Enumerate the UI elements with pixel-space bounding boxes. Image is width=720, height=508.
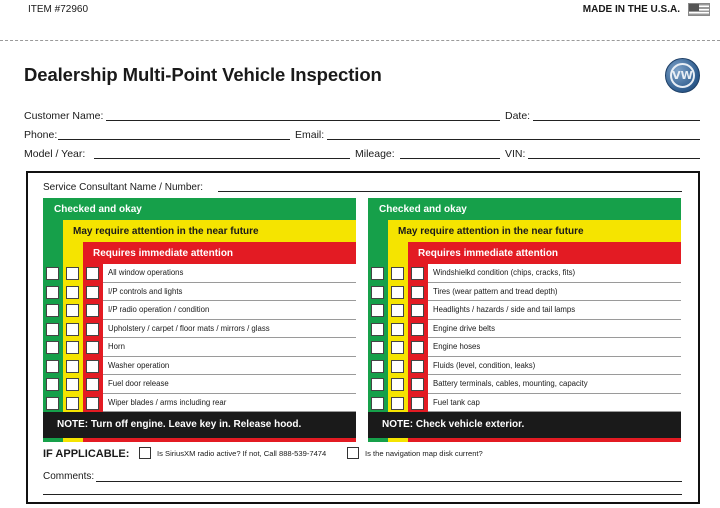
vin-field[interactable] bbox=[528, 158, 700, 159]
item-number: ITEM #72960 bbox=[28, 4, 89, 15]
mileage-field[interactable] bbox=[400, 158, 500, 159]
soon-checkbox[interactable] bbox=[391, 397, 404, 410]
checklist-item-label: I/P radio operation / condition bbox=[103, 301, 356, 320]
if-applicable-label: IF APPLICABLE: bbox=[43, 448, 130, 460]
checklist-item-label: Horn bbox=[103, 338, 356, 357]
model-year-label: Model / Year: bbox=[24, 148, 86, 160]
phone-label: Phone: bbox=[24, 129, 58, 141]
checklist-row bbox=[368, 338, 681, 357]
soon-checkbox[interactable] bbox=[391, 323, 404, 336]
soon-checkbox[interactable] bbox=[66, 267, 79, 280]
comments-field-line-2[interactable] bbox=[43, 494, 682, 495]
navigation-question: Is the navigation map disk current? bbox=[365, 449, 483, 458]
brand-logo-icon bbox=[665, 58, 700, 93]
us-flag-icon bbox=[688, 3, 710, 16]
ok-checkbox[interactable] bbox=[371, 267, 384, 280]
customer-name-field[interactable] bbox=[106, 120, 500, 121]
soon-checkbox[interactable] bbox=[391, 378, 404, 391]
urgent-checkbox[interactable] bbox=[86, 304, 99, 317]
checklist-row bbox=[43, 301, 356, 320]
soon-checkbox[interactable] bbox=[66, 286, 79, 299]
urgent-checkbox[interactable] bbox=[86, 323, 99, 336]
date-label: Date: bbox=[505, 110, 531, 122]
checklist-row bbox=[368, 283, 681, 302]
ok-checkbox[interactable] bbox=[46, 304, 59, 317]
checklist-item-label: Fuel door release bbox=[103, 375, 356, 394]
soon-checkbox[interactable] bbox=[391, 304, 404, 317]
ok-checkbox[interactable] bbox=[46, 267, 59, 280]
checklist-item-label: Engine drive belts bbox=[428, 320, 681, 339]
ok-checkbox[interactable] bbox=[46, 360, 59, 373]
checklist-row bbox=[368, 375, 681, 394]
ok-checkbox[interactable] bbox=[371, 323, 384, 336]
ok-checkbox[interactable] bbox=[371, 341, 384, 354]
ok-checkbox[interactable] bbox=[46, 323, 59, 336]
urgent-checkbox[interactable] bbox=[411, 397, 424, 410]
made-in-label: MADE IN THE U.S.A. bbox=[582, 4, 680, 15]
ok-checkbox[interactable] bbox=[46, 286, 59, 299]
checklist-item-label: All window operations bbox=[103, 264, 356, 283]
interior-note: NOTE: Turn off engine. Leave key in. Release hood. bbox=[43, 412, 356, 438]
checklist-row bbox=[368, 357, 681, 376]
urgent-checkbox[interactable] bbox=[86, 341, 99, 354]
ok-checkbox[interactable] bbox=[371, 286, 384, 299]
ok-checkbox[interactable] bbox=[46, 378, 59, 391]
urgent-checkbox[interactable] bbox=[411, 360, 424, 373]
soon-checkbox[interactable] bbox=[66, 341, 79, 354]
checklist-row bbox=[368, 394, 681, 413]
checklist-item-label: Windshielkd condition (chips, cracks, fits) bbox=[428, 264, 681, 283]
ok-checkbox[interactable] bbox=[46, 341, 59, 354]
ok-checkbox[interactable] bbox=[46, 397, 59, 410]
checklist-item-label: Tires (wear pattern and tread depth) bbox=[428, 283, 681, 302]
legend-yellow-label: May require attention in the near future bbox=[73, 226, 259, 237]
checklist-item-label: Wiper blades / arms including rear bbox=[103, 394, 356, 413]
checklist-row bbox=[368, 320, 681, 339]
brand-logo-text: VW bbox=[670, 63, 695, 88]
soon-checkbox[interactable] bbox=[66, 378, 79, 391]
top-strip bbox=[0, 0, 720, 20]
soon-checkbox[interactable] bbox=[66, 360, 79, 373]
soon-checkbox[interactable] bbox=[66, 397, 79, 410]
checklist-item-label: Upholstery / carpet / floor mats / mirrors / glass bbox=[103, 320, 356, 339]
checklist-row bbox=[43, 283, 356, 302]
checklist-item-label: I/P controls and lights bbox=[103, 283, 356, 302]
urgent-checkbox[interactable] bbox=[411, 378, 424, 391]
vin-label: VIN: bbox=[505, 148, 526, 160]
consultant-label: Service Consultant Name / Number: bbox=[43, 182, 204, 193]
form-title: Dealership Multi-Point Vehicle Inspection bbox=[24, 64, 382, 85]
legend-red-label: Requires immediate attention bbox=[418, 248, 559, 259]
ok-checkbox[interactable] bbox=[371, 360, 384, 373]
navigation-checkbox[interactable] bbox=[347, 447, 359, 459]
soon-checkbox[interactable] bbox=[66, 304, 79, 317]
urgent-checkbox[interactable] bbox=[411, 286, 424, 299]
soon-checkbox[interactable] bbox=[391, 267, 404, 280]
ok-checkbox[interactable] bbox=[371, 304, 384, 317]
consultant-field[interactable] bbox=[218, 191, 682, 192]
email-label: Email: bbox=[295, 129, 325, 141]
soon-checkbox[interactable] bbox=[391, 341, 404, 354]
checklist-item-label: Headlights / hazards / side and tail lamps bbox=[428, 301, 681, 320]
urgent-checkbox[interactable] bbox=[86, 286, 99, 299]
legend-yellow-label: May require attention in the near future bbox=[398, 226, 584, 237]
checklist-row bbox=[43, 264, 356, 283]
mileage-label: Mileage: bbox=[355, 148, 395, 160]
sirius-checkbox[interactable] bbox=[139, 447, 151, 459]
customer-name-label: Customer Name: bbox=[24, 110, 104, 122]
legend-green-label: Checked and okay bbox=[54, 204, 142, 215]
email-field[interactable] bbox=[327, 139, 700, 140]
ok-checkbox[interactable] bbox=[371, 378, 384, 391]
checklist-item-label: Fluids (level, condition, leaks) bbox=[428, 357, 681, 376]
checklist-row bbox=[368, 264, 681, 283]
urgent-checkbox[interactable] bbox=[86, 360, 99, 373]
checklist-item-label: Fuel tank cap bbox=[428, 394, 681, 413]
checklist-row bbox=[43, 375, 356, 394]
comments-field[interactable] bbox=[96, 481, 682, 482]
model-year-field[interactable] bbox=[94, 158, 350, 159]
urgent-checkbox[interactable] bbox=[411, 267, 424, 280]
checklist-item-label: Washer operation bbox=[103, 357, 356, 376]
checklist-item-label: Battery terminals, cables, mounting, capacity bbox=[428, 375, 681, 394]
perforation-line bbox=[0, 40, 720, 41]
legend-red-label: Requires immediate attention bbox=[93, 248, 234, 259]
urgent-checkbox[interactable] bbox=[411, 323, 424, 336]
checklist-row bbox=[43, 357, 356, 376]
soon-checkbox[interactable] bbox=[391, 286, 404, 299]
urgent-checkbox[interactable] bbox=[86, 397, 99, 410]
exterior-note: NOTE: Check vehicle exterior. bbox=[368, 412, 681, 438]
checklist-row bbox=[43, 338, 356, 357]
ok-checkbox[interactable] bbox=[371, 397, 384, 410]
comments-label: Comments: bbox=[43, 471, 95, 482]
urgent-checkbox[interactable] bbox=[86, 267, 99, 280]
soon-checkbox[interactable] bbox=[66, 323, 79, 336]
checklist-row bbox=[43, 394, 356, 413]
urgent-checkbox[interactable] bbox=[411, 341, 424, 354]
legend-green-label: Checked and okay bbox=[379, 204, 467, 215]
urgent-checkbox[interactable] bbox=[411, 304, 424, 317]
checklist-item-label: Engine hoses bbox=[428, 338, 681, 357]
phone-field[interactable] bbox=[58, 139, 290, 140]
checklist-row bbox=[43, 320, 356, 339]
urgent-checkbox[interactable] bbox=[86, 378, 99, 391]
soon-checkbox[interactable] bbox=[391, 360, 404, 373]
date-field[interactable] bbox=[533, 120, 700, 121]
checklist-row bbox=[368, 301, 681, 320]
sirius-question: Is SiriusXM radio active? If not, Call 888-539-7474 bbox=[157, 449, 327, 458]
